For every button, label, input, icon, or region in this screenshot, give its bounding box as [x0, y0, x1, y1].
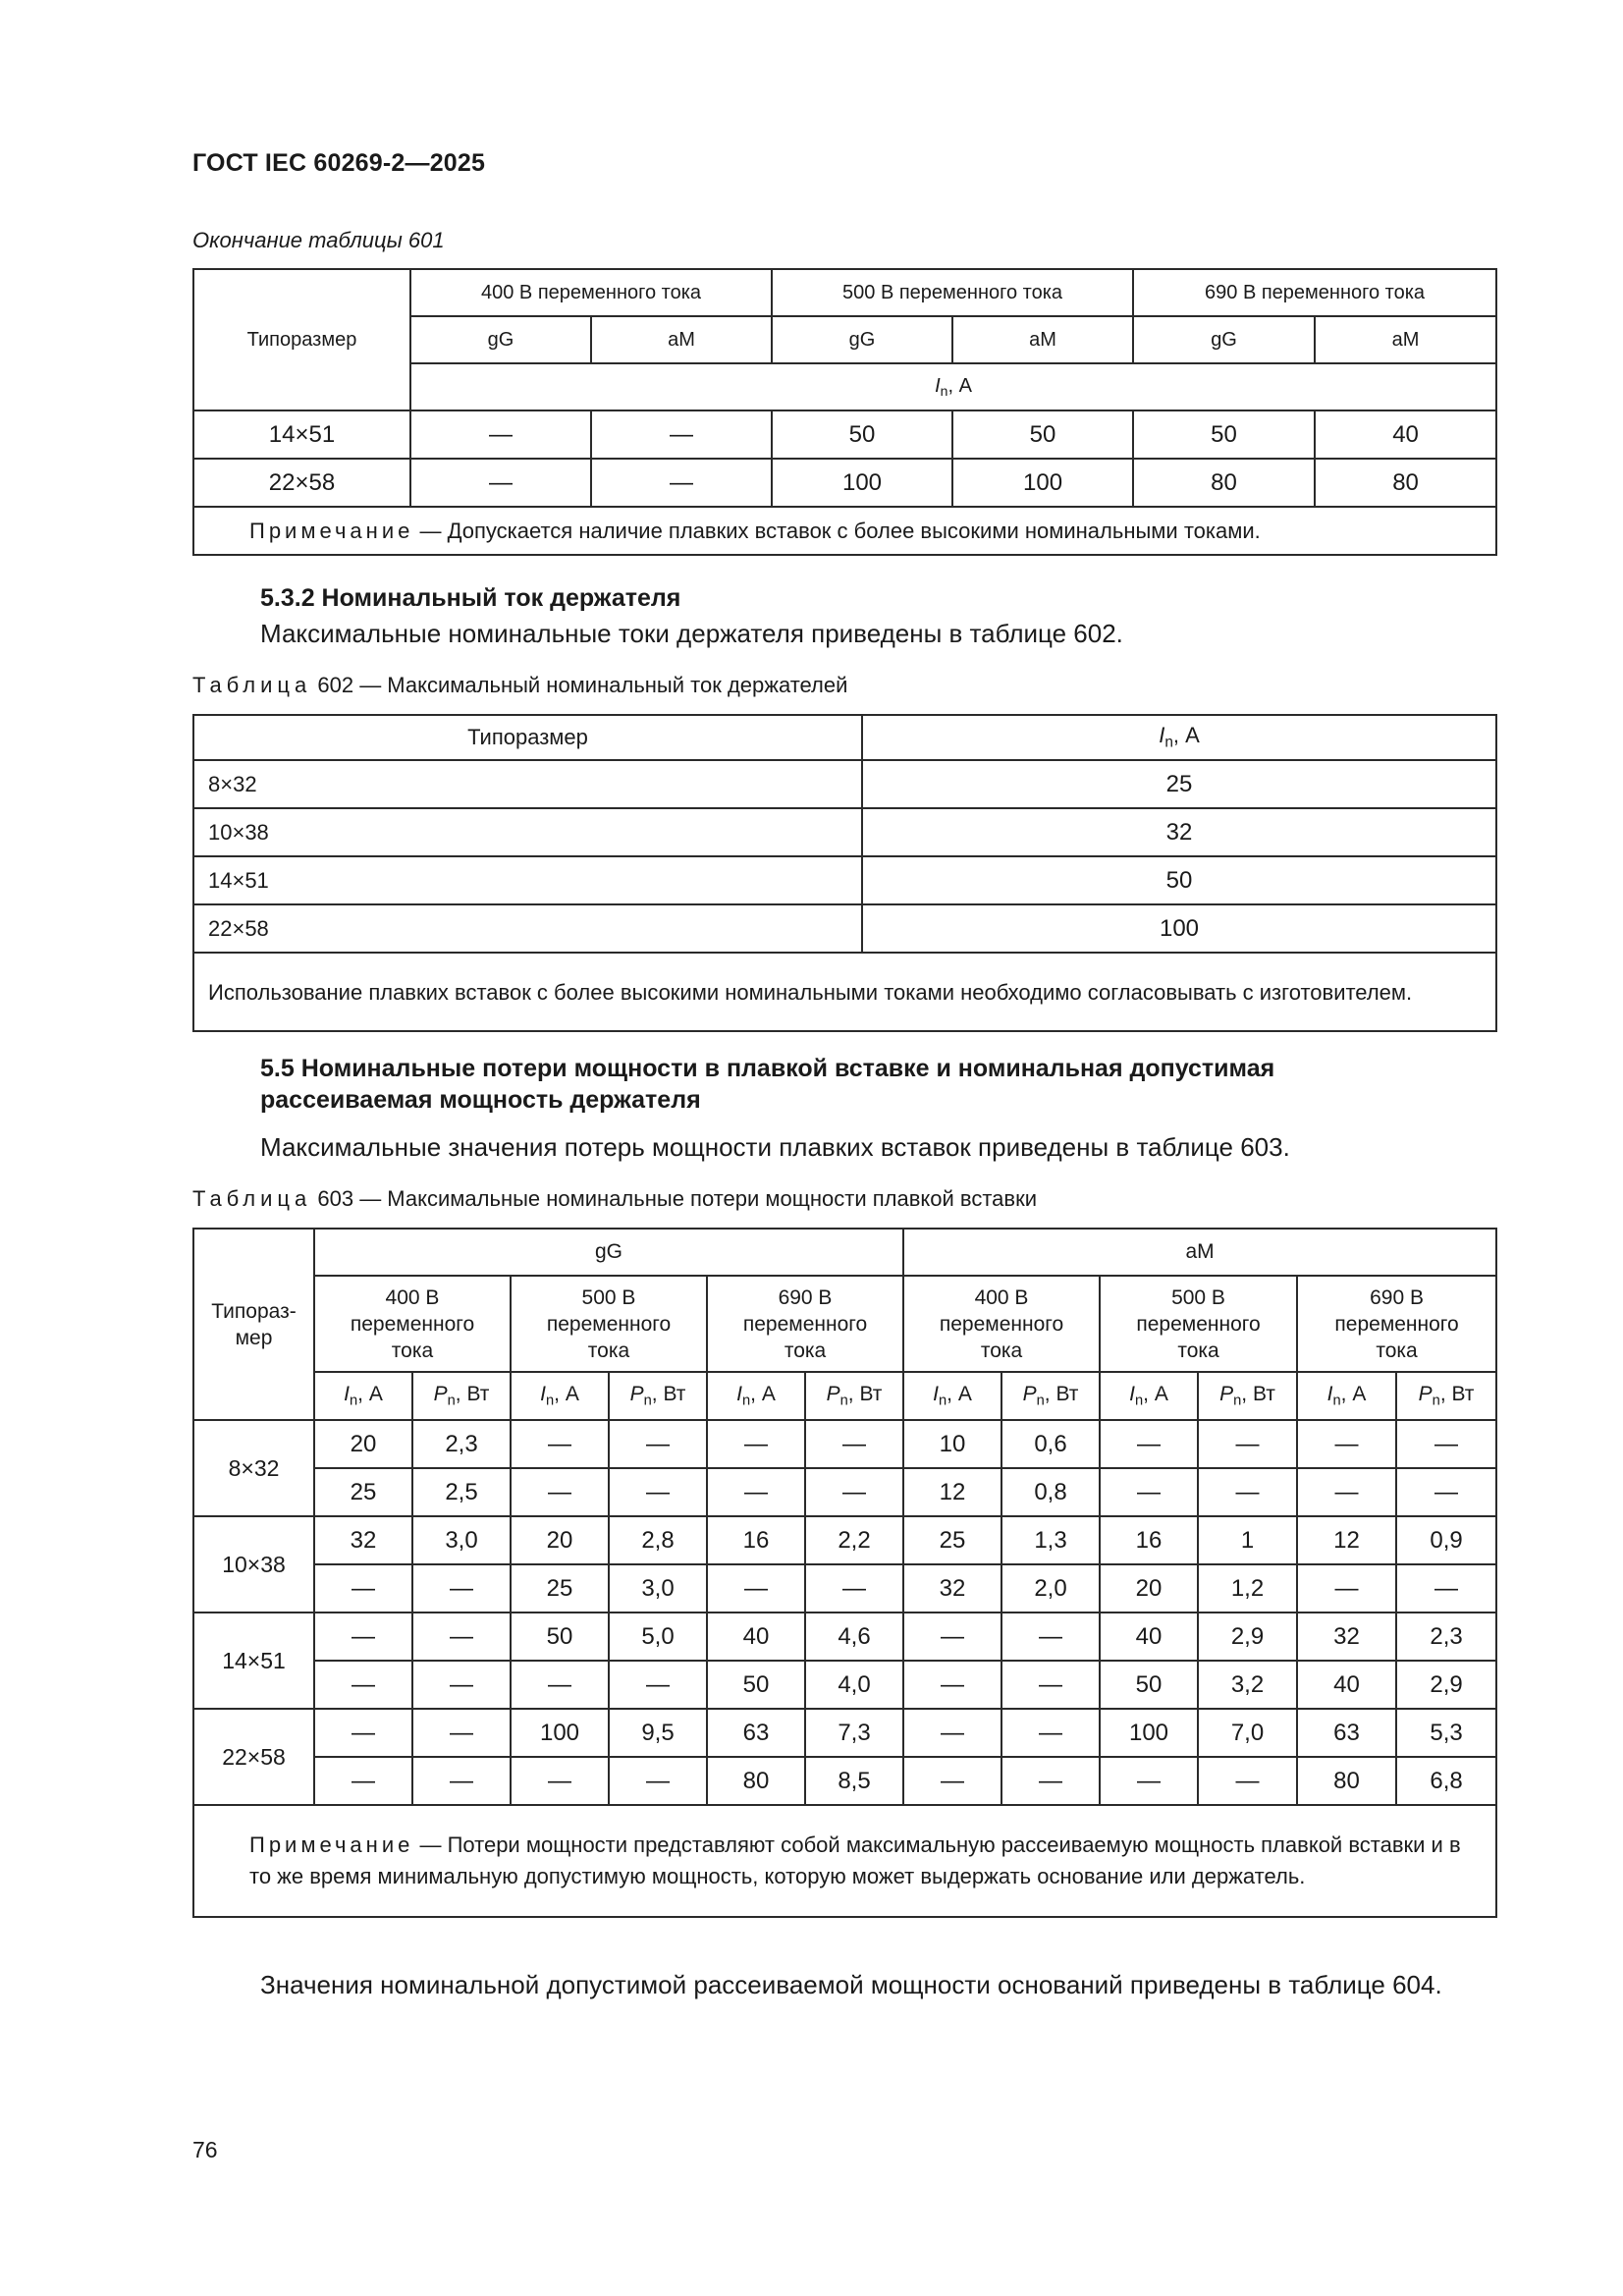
- voltage-header: 690 В переменного тока: [707, 1276, 903, 1372]
- voltage-header: 690 В переменного тока: [1297, 1276, 1496, 1372]
- value-cell: 3,2: [1198, 1661, 1297, 1709]
- unit-suffix: , Вт: [1241, 1383, 1275, 1406]
- caption-label: Таблица: [192, 1186, 312, 1211]
- value-cell: —: [314, 1757, 412, 1805]
- voltage-header: 400 В переменного тока: [903, 1276, 1100, 1372]
- value-cell: 80: [1133, 459, 1315, 507]
- value-cell: —: [1001, 1661, 1100, 1709]
- caption-text: 602 — Максимальный номинальный ток держателей: [311, 673, 848, 697]
- unit-subscript: n: [940, 383, 948, 400]
- value-cell: 6,8: [1396, 1757, 1496, 1805]
- section-heading-line1: 5.5 Номинальные потери мощности в плавкой вставке и номинальная допустимая: [260, 1055, 1275, 1082]
- unit-subscript: n: [741, 1393, 751, 1409]
- class-header: aM: [952, 316, 1133, 363]
- value-cell: —: [412, 1757, 511, 1805]
- value-cell: 25: [314, 1468, 412, 1516]
- size-cell: 10×38: [193, 1516, 314, 1613]
- unit-suffix: , Вт: [1044, 1383, 1079, 1406]
- unit-subscript: n: [349, 1393, 358, 1409]
- value-cell: —: [1198, 1420, 1297, 1468]
- value-cell: 40: [1100, 1613, 1198, 1661]
- value-cell: —: [412, 1661, 511, 1709]
- value-cell: 100: [862, 904, 1496, 953]
- table-row: [193, 1709, 1496, 1757]
- unit-symbol: I: [1129, 1383, 1135, 1406]
- value-cell: 63: [707, 1709, 805, 1757]
- unit-subscript: n: [1332, 1393, 1341, 1409]
- unit-subscript: n: [643, 1393, 652, 1409]
- value-cell: —: [805, 1564, 903, 1613]
- current-unit-header: [707, 1372, 805, 1420]
- value-cell: 16: [1100, 1516, 1198, 1564]
- table-row: [193, 904, 1496, 953]
- value-cell: —: [609, 1661, 707, 1709]
- unit-suffix: , Вт: [651, 1383, 686, 1406]
- value-cell: 50: [772, 410, 952, 459]
- unit-subscript: n: [1432, 1393, 1440, 1409]
- note-label: Примечание: [249, 518, 414, 543]
- value-cell: —: [903, 1613, 1001, 1661]
- value-cell: —: [1001, 1757, 1100, 1805]
- value-cell: —: [1100, 1468, 1198, 1516]
- value-cell: —: [903, 1757, 1001, 1805]
- value-cell: 80: [1297, 1757, 1396, 1805]
- class-header: aM: [591, 316, 772, 363]
- value-cell: 100: [511, 1709, 609, 1757]
- table-row: [193, 1564, 1496, 1613]
- size-cell: 14×51: [193, 1613, 314, 1709]
- table-row: [193, 1468, 1496, 1516]
- value-cell: 40: [1297, 1661, 1396, 1709]
- unit-subscript: n: [1135, 1393, 1144, 1409]
- value-cell: 3,0: [412, 1516, 511, 1564]
- unit-suffix: , А: [750, 1383, 776, 1406]
- value-cell: —: [1396, 1468, 1496, 1516]
- value-cell: 2,9: [1198, 1613, 1297, 1661]
- unit-suffix: , А: [1172, 723, 1200, 748]
- value-cell: 5,0: [609, 1613, 707, 1661]
- value-cell: —: [511, 1420, 609, 1468]
- power-unit-header: [805, 1372, 903, 1420]
- value-cell: —: [1297, 1468, 1396, 1516]
- unit-symbol: I: [1159, 723, 1165, 748]
- current-unit-header: [1100, 1372, 1198, 1420]
- value-cell: 9,5: [609, 1709, 707, 1757]
- value-cell: 25: [511, 1564, 609, 1613]
- value-cell: 80: [1315, 459, 1496, 507]
- value-cell: —: [609, 1420, 707, 1468]
- note-text: — Допускается наличие плавких вставок с более высокими номинальными токами.: [413, 518, 1261, 543]
- value-cell: 32: [862, 808, 1496, 856]
- value-cell: 2,5: [412, 1468, 511, 1516]
- value-cell: —: [1297, 1564, 1396, 1613]
- table-602: [192, 714, 1497, 1032]
- value-cell: 25: [903, 1516, 1001, 1564]
- value-cell: 63: [1297, 1709, 1396, 1757]
- value-cell: —: [903, 1709, 1001, 1757]
- value-cell: 4,0: [805, 1661, 903, 1709]
- size-cell: 14×51: [193, 410, 410, 459]
- size-cell: 14×51: [193, 856, 862, 904]
- value-cell: —: [412, 1564, 511, 1613]
- voltage-header: 500 В переменного тока: [772, 269, 1133, 316]
- value-cell: 1,2: [1198, 1564, 1297, 1613]
- size-cell: 22×58: [193, 904, 862, 953]
- value-cell: —: [903, 1661, 1001, 1709]
- unit-symbol: I: [935, 374, 941, 397]
- table-caption: [192, 1186, 1037, 1212]
- voltage-header: 400 В переменного тока: [410, 269, 772, 316]
- section-heading-line2: рассеиваемая мощность держателя: [260, 1086, 701, 1114]
- value-cell: 100: [952, 459, 1133, 507]
- value-cell: —: [591, 459, 772, 507]
- value-cell: 40: [1315, 410, 1496, 459]
- value-cell: 3,0: [609, 1564, 707, 1613]
- note-text: — Потери мощности представляют собой максимальную рассеиваемую мощность плавкой вставки и в то же время минимальную допустимую мощность, которую может выдержать основание или держатель.: [249, 1832, 1461, 1888]
- unit-symbol: P: [1418, 1383, 1433, 1406]
- value-cell: 50: [1100, 1661, 1198, 1709]
- unit-subscript: n: [839, 1393, 848, 1409]
- value-cell: 7,3: [805, 1709, 903, 1757]
- value-cell: —: [707, 1468, 805, 1516]
- value-cell: —: [1198, 1468, 1297, 1516]
- value-cell: 25: [862, 760, 1496, 808]
- value-cell: 4,6: [805, 1613, 903, 1661]
- table-row: [193, 856, 1496, 904]
- unit-suffix: , А: [1143, 1383, 1168, 1406]
- unit-symbol: P: [826, 1383, 840, 1406]
- class-header: gG: [1133, 316, 1315, 363]
- value-cell: 50: [862, 856, 1496, 904]
- value-cell: —: [410, 410, 591, 459]
- value-cell: 0,8: [1001, 1468, 1100, 1516]
- value-cell: —: [1001, 1709, 1100, 1757]
- unit-symbol: I: [736, 1383, 742, 1406]
- table-row: [193, 1661, 1496, 1709]
- table-row: [193, 760, 1496, 808]
- value-cell: 50: [511, 1613, 609, 1661]
- value-cell: 100: [772, 459, 952, 507]
- value-cell: —: [1396, 1420, 1496, 1468]
- voltage-header: 690 В переменного тока: [1133, 269, 1496, 316]
- value-cell: —: [609, 1757, 707, 1805]
- size-cell: 8×32: [193, 760, 862, 808]
- value-cell: 12: [903, 1468, 1001, 1516]
- unit-subscript: n: [1036, 1393, 1045, 1409]
- value-cell: —: [511, 1468, 609, 1516]
- value-cell: 32: [903, 1564, 1001, 1613]
- value-cell: 2,3: [1396, 1613, 1496, 1661]
- value-cell: —: [314, 1564, 412, 1613]
- unit-symbol: I: [933, 1383, 939, 1406]
- value-cell: 2,0: [1001, 1564, 1100, 1613]
- value-cell: 1,3: [1001, 1516, 1100, 1564]
- class-header: gG: [772, 316, 952, 363]
- value-cell: 0,6: [1001, 1420, 1100, 1468]
- value-cell: 32: [314, 1516, 412, 1564]
- power-unit-header: [412, 1372, 511, 1420]
- value-cell: —: [707, 1564, 805, 1613]
- value-cell: —: [1396, 1564, 1496, 1613]
- unit-symbol: I: [540, 1383, 546, 1406]
- power-unit-header: [1198, 1372, 1297, 1420]
- unit-subscript: n: [1164, 734, 1173, 751]
- value-cell: 2,9: [1396, 1661, 1496, 1709]
- table-row: [193, 459, 1496, 507]
- value-cell: 1: [1198, 1516, 1297, 1564]
- caption-text: 603 — Максимальные номинальные потери мощности плавкой вставки: [311, 1186, 1038, 1211]
- value-cell: —: [511, 1661, 609, 1709]
- unit-symbol: P: [433, 1383, 448, 1406]
- value-cell: —: [412, 1709, 511, 1757]
- table-row: [193, 1516, 1496, 1564]
- section-paragraph: Максимальные значения потерь мощности плавких вставок приведены в таблице 603.: [260, 1132, 1290, 1162]
- closing-paragraph: Значения номинальной допустимой рассеиваемой мощности оснований приведены в таблице 604.: [260, 1970, 1442, 1999]
- unit-suffix: , А: [1340, 1383, 1367, 1406]
- value-cell: 20: [1100, 1564, 1198, 1613]
- value-cell: 0,9: [1396, 1516, 1496, 1564]
- table-note: [193, 507, 1496, 555]
- value-cell: —: [805, 1468, 903, 1516]
- size-cell: 10×38: [193, 808, 862, 856]
- size-header: Типоразмер: [193, 715, 862, 760]
- size-header: Типоразмер: [193, 269, 410, 410]
- page-number: 76: [192, 2137, 218, 2162]
- voltage-header: 500 В переменного тока: [511, 1276, 707, 1372]
- unit-suffix: , А: [554, 1383, 579, 1406]
- table-row: [193, 410, 1496, 459]
- unit-subscript: n: [545, 1393, 555, 1409]
- value-cell: 12: [1297, 1516, 1396, 1564]
- table-603: [192, 1228, 1497, 1918]
- unit-subscript: n: [447, 1393, 456, 1409]
- unit-suffix: , Вт: [1439, 1383, 1475, 1406]
- class-header: gG: [314, 1229, 903, 1276]
- value-cell: 10: [903, 1420, 1001, 1468]
- current-unit-header: [903, 1372, 1001, 1420]
- value-cell: —: [1198, 1757, 1297, 1805]
- voltage-header: 400 В переменного тока: [314, 1276, 511, 1372]
- value-cell: —: [1001, 1613, 1100, 1661]
- table-continuation-label: Окончание таблицы 601: [192, 228, 445, 252]
- table-601: [192, 268, 1497, 556]
- value-cell: 100: [1100, 1709, 1198, 1757]
- value-cell: 8,5: [805, 1757, 903, 1805]
- voltage-header: 500 В переменного тока: [1100, 1276, 1297, 1372]
- value-cell: —: [1100, 1757, 1198, 1805]
- caption-label: Таблица: [192, 673, 312, 697]
- value-cell: 5,3: [1396, 1709, 1496, 1757]
- value-cell: —: [805, 1420, 903, 1468]
- value-cell: 16: [707, 1516, 805, 1564]
- size-cell: 8×32: [193, 1420, 314, 1516]
- size-cell: 22×58: [193, 1709, 314, 1805]
- note-label: Примечание: [249, 1832, 414, 1857]
- value-cell: —: [314, 1709, 412, 1757]
- power-unit-header: [1001, 1372, 1100, 1420]
- value-cell: —: [314, 1661, 412, 1709]
- section-heading: 5.3.2 Номинальный ток держателя: [260, 584, 681, 612]
- value-cell: —: [410, 459, 591, 507]
- value-cell: 20: [314, 1420, 412, 1468]
- value-cell: —: [314, 1613, 412, 1661]
- section-paragraph: Максимальные номинальные токи держателя приведены в таблице 602.: [260, 619, 1123, 648]
- power-unit-header: [1396, 1372, 1496, 1420]
- size-cell: 22×58: [193, 459, 410, 507]
- unit-suffix: , А: [357, 1383, 383, 1406]
- value-cell: 50: [1133, 410, 1315, 459]
- current-unit-header: [314, 1372, 412, 1420]
- unit-symbol: P: [629, 1383, 644, 1406]
- value-cell: 7,0: [1198, 1709, 1297, 1757]
- document-code: ГОСТ IEC 60269-2—2025: [192, 149, 486, 177]
- value-cell: —: [1100, 1420, 1198, 1468]
- value-cell: 40: [707, 1613, 805, 1661]
- unit-header: [862, 715, 1496, 760]
- class-header: gG: [410, 316, 591, 363]
- class-header: aM: [903, 1229, 1496, 1276]
- value-cell: 2,2: [805, 1516, 903, 1564]
- value-cell: 2,8: [609, 1516, 707, 1564]
- unit-suffix: , А: [947, 1383, 972, 1406]
- value-cell: 20: [511, 1516, 609, 1564]
- unit-suffix: , А: [947, 374, 972, 397]
- current-unit-header: [511, 1372, 609, 1420]
- unit-symbol: I: [1326, 1383, 1333, 1406]
- class-header: aM: [1315, 316, 1496, 363]
- value-cell: 2,3: [412, 1420, 511, 1468]
- table-caption: [192, 673, 847, 698]
- value-cell: 80: [707, 1757, 805, 1805]
- value-cell: —: [591, 410, 772, 459]
- unit-subscript: n: [939, 1393, 947, 1409]
- value-cell: 50: [707, 1661, 805, 1709]
- value-cell: 50: [952, 410, 1133, 459]
- value-cell: —: [1297, 1420, 1396, 1468]
- value-cell: 32: [1297, 1613, 1396, 1661]
- value-cell: —: [707, 1420, 805, 1468]
- table-row: [193, 1420, 1496, 1468]
- unit-symbol: I: [344, 1383, 350, 1406]
- unit-suffix: , Вт: [455, 1383, 490, 1406]
- value-cell: —: [412, 1613, 511, 1661]
- unit-symbol: P: [1022, 1383, 1037, 1406]
- table-row: [193, 808, 1496, 856]
- power-unit-header: [609, 1372, 707, 1420]
- unit-header: [410, 363, 1496, 410]
- value-cell: —: [511, 1757, 609, 1805]
- size-header: Типораз-мер: [193, 1229, 314, 1420]
- unit-symbol: P: [1219, 1383, 1234, 1406]
- current-unit-header: [1297, 1372, 1396, 1420]
- table-note: Использование плавких вставок с более высокими номинальными токами необходимо согласовывать с изготовителем.: [193, 953, 1496, 1031]
- unit-suffix: , Вт: [847, 1383, 883, 1406]
- unit-subscript: n: [1233, 1393, 1242, 1409]
- table-row: [193, 1613, 1496, 1661]
- table-row: [193, 1757, 1496, 1805]
- table-note: [193, 1805, 1496, 1917]
- value-cell: —: [609, 1468, 707, 1516]
